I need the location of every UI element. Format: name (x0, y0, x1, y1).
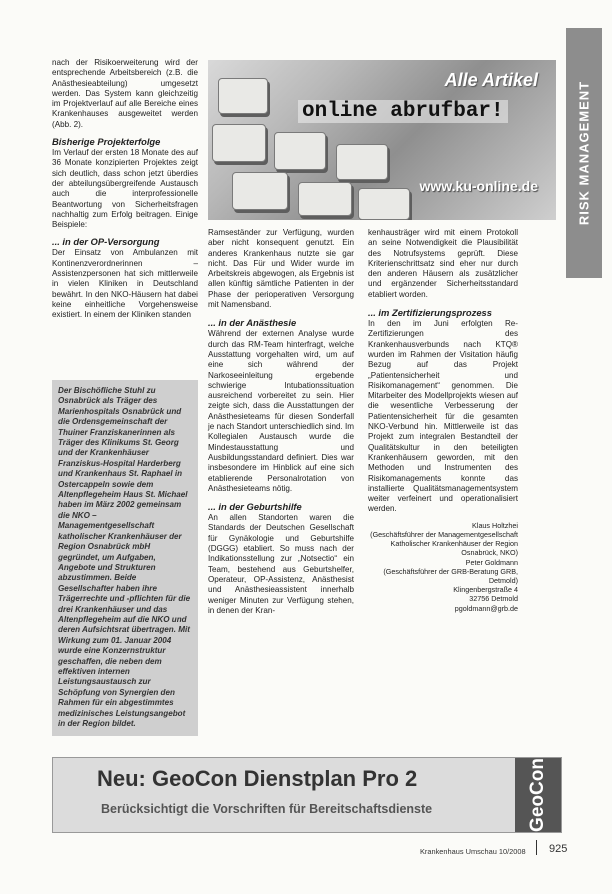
geocon-logo (515, 758, 561, 832)
section-tab (566, 28, 602, 278)
footer-source: Krankenhaus Umschau 10/2008 (420, 847, 526, 856)
ad-url-link[interactable]: www.ku-online.de (419, 178, 538, 194)
article-column-2 (208, 228, 354, 616)
subheading: ... in der Geburtshilfe (208, 501, 302, 513)
subheading: ... im Zertifizierungsprozess (368, 307, 492, 319)
info-box (52, 380, 198, 736)
author-role: (Geschäftsführer der Managementgesellschaft Katholischer Krankenhäuser der Region Osnabrück, NKO) (370, 529, 518, 558)
paragraph: Während der externen Analyse wurde durch das RM-Team hinterfragt, welche Ausstattung vorgehalten wird, um auf eine sich während der Narkoseeinleitung ergebende schwierige Intubationssituation ausreichend vorbereitet zu sein. Hier zeigte sich, dass die Ausstattungen der Anästhesieteams für diesen Sonderfall je nach Standort unterschiedlich sind. Im Kollegialen Austausch wurde die Mindestausstattung und Ausbildungsstandard definiert. Dies war insbesondere im Hinblick auf eine sich etablierende Personalrotation von Anästhesieteams nötig. (208, 329, 354, 493)
author-name: Peter Goldmann (465, 557, 518, 567)
footer-divider (536, 840, 537, 855)
paragraph: In den im Juni erfolgten Re-Zertifizierungen des Krankenhausverbunds nach KTQ® wurden im Rahmen der Visitation häufig Bezug auf das Projekt „Patientensicherheit und Risikomanagement“ genommen. Die Mitarbeiter des Modellprojekts wiesen auf die wesentliche Verbesserung der Patientensicherheit für die gesamten NKO-Verbund hin. Mittlerweile ist das Projekt zum integralen Bestandteil der Qualitätskultur in den beteiligten Krankenhäusern geworden, mit den Methoden und Instrumenten des Risikomanagements konnte das installierte Qualitätsmanagementsystem weiter verfeinert und operationalisiert werden. (368, 319, 518, 514)
subheading: ... in der Anästhesie (208, 317, 297, 329)
paragraph: Im Verlauf der ersten 18 Monate des auf 36 Monate konzipierten Projektes zeigt sich deutlich, dass schon jetzt überdies der abteilungsübergreifende Austausch auch die interprofessionelle Beantwortung von Sicherheitsfragen nachhaltig zum Erfolg beitragen. Einige Beispiele: (52, 148, 198, 230)
paragraph: nach der Risikoerweiterung wird der entsprechende Arbeitsbereich (z.B. die Anästhesieabteilung) umgesetzt werden. Das System kann gleichzeitig im Projektverlauf auf alle Bereiche eines Krankenhauses ausgeweitet werden (Abb. 2). (52, 58, 198, 129)
paragraph: Der Einsatz von Ambulanzen mit Kontinenzverordnerinnen – Assistenzpersonen hat sich mittlerweile in vielen Kliniken in Deutschland bewährt. In den NKO-Häusern hat dabei keine einheitliche Vorgehensweise existiert. In einem der Kliniken standen (52, 248, 198, 320)
ad-subtitle: Berücksichtigt die Vorschriften für Bereitschaftsdienste (101, 802, 433, 816)
article-column-3 (368, 228, 518, 613)
author-role: (Geschäftsführer der GRB-Beratung GRB, Detmold) (383, 566, 518, 585)
ad-slogan-main: online abrufbar! (298, 100, 508, 123)
address-line: 32756 Detmold (469, 594, 518, 604)
subheading: Bisherige Projekterfolge (52, 136, 161, 148)
address-line: Klingenbergstraße 4 (453, 585, 518, 595)
paragraph: An allen Standorten waren die Standards der Deutschen Gesellschaft für Gynäkologie und Geburtshilfe (DGGG) etabliert. So muss nach der Indikationsstellung zur „Notsectio“ ein Team, bestehend aus Geburtshelfer, Operateur, OP-Assistenz, Anästhesist und Anästhesieassistent innerhalb weniger Minuten zur Verfügung stehen, in denen der Kran- (208, 513, 354, 615)
section-tab-label: RISK MANAGEMENT (576, 80, 592, 226)
ad-title: Neu: GeoCon Dienstplan Pro 2 (97, 766, 418, 791)
paragraph: Ramseständer zur Verfügung, wurden aber nicht konsequent genutzt. Ein anderes Krankenhaus nutzte sie gar nicht. Das Für und Wider wurde im Arbeitskreis abgewogen, als Ergebnis ist allen künftig sämtliche Patienten in der Phase der perioperativen Versorgung mit Namensband. (208, 228, 354, 310)
subheading: ... in der OP-Versorgung (52, 236, 160, 248)
page-number: 925 (549, 843, 568, 855)
info-box-text: Der Bischöfliche Stuhl zu Osnabrück als Träger des Marienhospitals Osnabrück und die Ordensgemeinschaft der Thuiner Franziskanerinnen als Träger des Klinikums St. Georg und der Krankenhäuser Franziskus-Hospital Harderberg und Krankenhaus St. Raphael in Ostercappeln sowie dem Altenpflegeheim Haus St. Michael haben im März 2002 gemeinsam die NKO – Managementgesellschaft katholischer Krankenhäuser der Region Osnabrück mbH gegründet, um Aufgaben, Angebote und Strukturen abzustimmen. Beide Gesellschafter haben ihre Trägerrechte und -pflichten für die drei Krankenhäuser und das Altenpflegeheim auf die NKO und deren Aufsichtsrat übertragen. Mit Wirkung zum 01. Januar 2004 wurde eine Konzernstruktur geschaffen, die neben dem effektiven internen Leistungsaustausch zur Schöpfung von Synergien den Rahmen für ein abgestimmtes medizinisches Leistungsangebot in der Region bildet. (58, 386, 191, 728)
author-block (368, 521, 518, 613)
article-column-1 (52, 58, 198, 321)
email-link[interactable]: pgoldmann@grb.de (454, 603, 518, 613)
geocon-ad-banner[interactable] (52, 757, 562, 833)
paragraph: kenhausträger wird mit einem Protokoll an seine Notwendigkeit die Plausibilität des Notrufsystems geprüft. Diese Kriterienschrittsatz sind eher nur durch den anderen Häusern als zusätzlicher und ergänzender Sicherheitsstandard etabliert worden. (368, 228, 518, 299)
online-articles-ad[interactable] (208, 60, 556, 220)
author-name: Klaus Holtzhei (472, 520, 518, 530)
ad-slogan-top: Alle Artikel (444, 70, 538, 90)
logo-name: GeoCon (527, 758, 548, 832)
